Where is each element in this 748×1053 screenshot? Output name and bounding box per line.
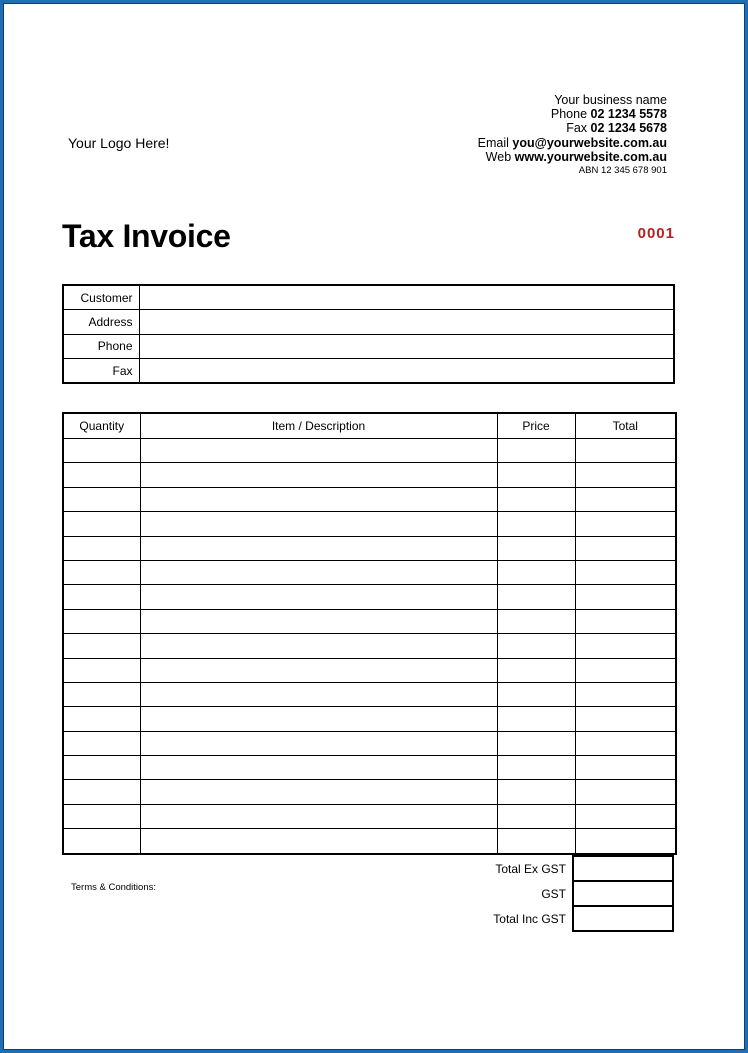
invoice-number: 0001	[637, 225, 675, 242]
business-name: Your business name	[554, 93, 667, 107]
description-cell[interactable]	[140, 756, 497, 780]
quantity-cell[interactable]	[63, 512, 140, 536]
address-label: Address	[63, 310, 139, 334]
table-row	[63, 439, 676, 463]
table-row	[63, 829, 676, 854]
line-items-header	[63, 413, 676, 439]
price-cell[interactable]	[497, 463, 575, 487]
description-cell[interactable]	[140, 512, 497, 536]
line-items-table	[62, 412, 677, 855]
price-cell[interactable]	[497, 756, 575, 780]
description-cell[interactable]	[140, 731, 497, 755]
table-row	[63, 536, 676, 560]
description-cell[interactable]	[140, 609, 497, 633]
table-row	[63, 560, 676, 584]
total-cell[interactable]	[575, 780, 676, 804]
table-row	[63, 487, 676, 511]
quantity-cell[interactable]	[63, 585, 140, 609]
description-cell[interactable]	[140, 560, 497, 584]
price-cell[interactable]	[497, 731, 575, 755]
total-cell[interactable]	[575, 829, 676, 854]
quantity-cell[interactable]	[63, 707, 140, 731]
quantity-cell[interactable]	[63, 463, 140, 487]
quantity-cell[interactable]	[63, 658, 140, 682]
quantity-header: Quantity	[63, 413, 140, 439]
description-cell[interactable]	[140, 585, 497, 609]
total-cell[interactable]	[575, 536, 676, 560]
table-row	[63, 658, 676, 682]
total-cell[interactable]	[575, 463, 676, 487]
gst-label: GST	[541, 886, 566, 901]
description-cell[interactable]	[140, 463, 497, 487]
quantity-cell[interactable]	[63, 829, 140, 854]
phone-label: Phone	[550, 107, 588, 122]
web-value: www.yourwebsite.com.au	[514, 149, 667, 164]
email-value: you@yourwebsite.com.au	[512, 135, 667, 150]
description-cell[interactable]	[140, 707, 497, 731]
document-title: Tax Invoice	[62, 218, 231, 254]
address-row	[63, 310, 674, 334]
price-cell[interactable]	[497, 658, 575, 682]
quantity-cell[interactable]	[63, 682, 140, 706]
address-field[interactable]	[139, 310, 674, 334]
customer-row	[63, 285, 674, 310]
description-cell[interactable]	[140, 536, 497, 560]
price-cell[interactable]	[497, 682, 575, 706]
line-items-body	[63, 439, 676, 854]
business-abn: ABN 12 345 678 901	[578, 165, 667, 177]
total-cell[interactable]	[575, 609, 676, 633]
customer-field[interactable]	[139, 285, 674, 310]
price-cell[interactable]	[497, 609, 575, 633]
total-cell[interactable]	[575, 439, 676, 463]
total-inc-gst-row	[465, 906, 673, 931]
totals-table	[465, 855, 674, 932]
business-fax	[478, 121, 667, 135]
table-row	[63, 756, 676, 780]
table-row	[63, 731, 676, 755]
price-cell[interactable]	[497, 585, 575, 609]
total-cell[interactable]	[575, 560, 676, 584]
total-inc-gst-label: Total Inc GST	[493, 911, 566, 926]
price-cell[interactable]	[497, 560, 575, 584]
phone-row	[63, 334, 674, 358]
table-row	[63, 512, 676, 536]
price-cell[interactable]	[497, 804, 575, 828]
total-ex-gst-label: Total Ex GST	[495, 861, 566, 876]
business-email	[478, 136, 667, 150]
total-cell[interactable]	[575, 682, 676, 706]
quantity-cell[interactable]	[63, 536, 140, 560]
price-cell[interactable]	[497, 487, 575, 511]
description-cell[interactable]	[140, 487, 497, 511]
fax-row	[63, 358, 674, 383]
total-cell[interactable]	[575, 487, 676, 511]
price-cell[interactable]	[497, 512, 575, 536]
total-cell[interactable]	[575, 804, 676, 828]
total-ex-gst-field[interactable]	[573, 856, 673, 881]
total-cell[interactable]	[575, 658, 676, 682]
description-cell[interactable]	[140, 780, 497, 804]
phone-label: Phone	[63, 334, 139, 358]
business-phone	[478, 107, 667, 121]
description-cell[interactable]	[140, 439, 497, 463]
fax-field[interactable]	[139, 358, 674, 383]
table-row	[63, 682, 676, 706]
total-cell[interactable]	[575, 756, 676, 780]
customer-details-table	[62, 284, 675, 384]
terms-label: Terms & Conditions:	[71, 882, 157, 893]
total-ex-gst-row	[465, 856, 673, 881]
quantity-cell[interactable]	[63, 560, 140, 584]
price-header: Price	[497, 413, 575, 439]
fax-label: Fax	[63, 358, 139, 383]
quantity-cell[interactable]	[63, 731, 140, 755]
gst-field[interactable]	[573, 881, 673, 906]
total-inc-gst-field[interactable]	[573, 906, 673, 931]
description-cell[interactable]	[140, 829, 497, 854]
table-row	[63, 804, 676, 828]
total-cell[interactable]	[575, 512, 676, 536]
business-details	[478, 93, 667, 177]
description-cell[interactable]	[140, 634, 497, 658]
description-cell[interactable]	[140, 682, 497, 706]
quantity-cell[interactable]	[63, 487, 140, 511]
fax-label: Fax	[566, 121, 588, 136]
email-label: Email	[477, 135, 509, 150]
total-cell[interactable]	[575, 731, 676, 755]
total-header: Total	[575, 413, 676, 439]
price-cell[interactable]	[497, 707, 575, 731]
price-cell[interactable]	[497, 634, 575, 658]
price-cell[interactable]	[497, 536, 575, 560]
quantity-cell[interactable]	[63, 804, 140, 828]
table-row	[63, 609, 676, 633]
price-cell[interactable]	[497, 829, 575, 854]
customer-label: Customer	[63, 285, 139, 310]
quantity-cell[interactable]	[63, 609, 140, 633]
table-row	[63, 780, 676, 804]
description-cell[interactable]	[140, 658, 497, 682]
web-label: Web	[485, 149, 512, 164]
description-header: Item / Description	[140, 413, 497, 439]
gst-row	[465, 881, 673, 906]
quantity-cell[interactable]	[63, 634, 140, 658]
total-cell[interactable]	[575, 634, 676, 658]
table-row	[63, 585, 676, 609]
quantity-cell[interactable]	[63, 756, 140, 780]
business-web	[478, 150, 667, 164]
description-cell[interactable]	[140, 804, 497, 828]
quantity-cell[interactable]	[63, 780, 140, 804]
total-cell[interactable]	[575, 707, 676, 731]
price-cell[interactable]	[497, 439, 575, 463]
quantity-cell[interactable]	[63, 439, 140, 463]
phone-value: 02 1234 5578	[590, 107, 667, 122]
table-row	[63, 707, 676, 731]
table-row	[63, 463, 676, 487]
phone-field[interactable]	[139, 334, 674, 358]
price-cell[interactable]	[497, 780, 575, 804]
fax-value: 02 1234 5678	[590, 121, 667, 136]
total-cell[interactable]	[575, 585, 676, 609]
table-row	[63, 634, 676, 658]
logo-placeholder: Your Logo Here!	[68, 135, 170, 151]
